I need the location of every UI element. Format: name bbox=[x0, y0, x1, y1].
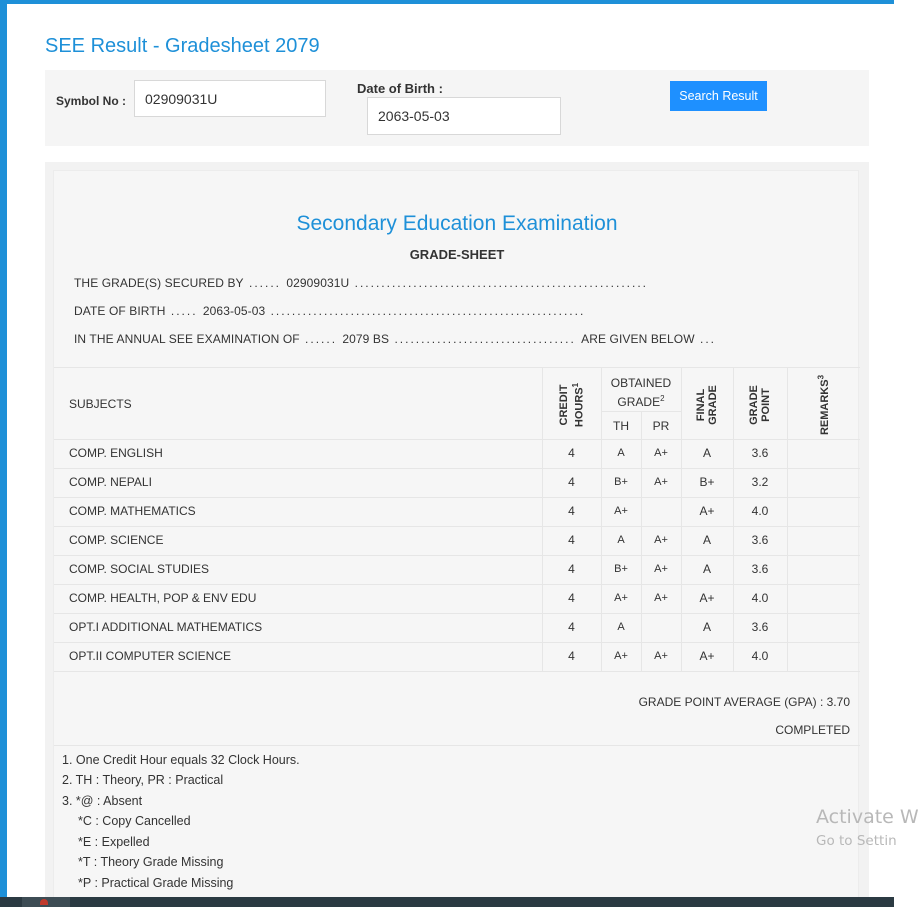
grade-point-cell: 3.6 bbox=[751, 533, 769, 547]
left-accent-bar bbox=[0, 0, 7, 907]
subject-cell: COMP. SOCIAL STUDIES bbox=[69, 562, 210, 576]
grade-point-cell: 4.0 bbox=[751, 504, 769, 518]
remarks-cell bbox=[787, 555, 860, 584]
exam-title: Secondary Education Examination bbox=[296, 212, 618, 235]
dob-label: Date of Birth : bbox=[357, 81, 443, 96]
footnote-3e: *E : Expelled bbox=[78, 835, 150, 849]
header-credit-hours: CREDIT HOURS$^1$ bbox=[558, 382, 586, 428]
final-grade-cell: A+ bbox=[699, 649, 715, 663]
header-obtained-grade: OBTAINED GRADE$^2$ bbox=[610, 376, 672, 409]
th-cell: A bbox=[617, 447, 625, 459]
credit-cell: 4 bbox=[568, 649, 575, 663]
credit-cell: 4 bbox=[568, 620, 575, 634]
footnote-2: 2. TH : Theory, PR : Practical bbox=[62, 773, 224, 787]
grade-point-cell: 3.6 bbox=[751, 620, 769, 634]
pr-cell: A+ bbox=[654, 650, 668, 662]
header-subjects: SUBJECTS bbox=[69, 397, 132, 411]
remarks-cell bbox=[787, 468, 860, 497]
activate-windows-title: Activate W bbox=[816, 806, 919, 828]
final-grade-cell: A+ bbox=[699, 504, 715, 518]
gpa-text: GRADE POINT AVERAGE (GPA) : 3.70 bbox=[638, 695, 850, 709]
footnote-3c: *C : Copy Cancelled bbox=[78, 814, 191, 828]
dob-value: 2063-05-03 bbox=[202, 304, 266, 318]
pr-cell bbox=[641, 497, 681, 526]
th-cell: B+ bbox=[614, 476, 628, 488]
remarks-cell bbox=[787, 526, 860, 555]
page-title: SEE Result - Gradesheet 2079 bbox=[45, 35, 320, 57]
final-grade-cell: A bbox=[702, 620, 711, 634]
table-row bbox=[54, 526, 860, 555]
symbol-no-label: Symbol No : bbox=[56, 94, 127, 108]
pr-cell: A+ bbox=[654, 563, 668, 575]
subject-cell: COMP. NEPALI bbox=[69, 475, 152, 489]
credit-cell: 4 bbox=[568, 504, 575, 518]
grade-point-cell: 3.6 bbox=[751, 446, 769, 460]
grade-point-cell: 4.0 bbox=[751, 591, 769, 605]
remarks-cell bbox=[787, 584, 860, 613]
th-cell: A+ bbox=[614, 592, 628, 604]
pr-cell: A+ bbox=[654, 447, 668, 459]
final-grade-cell: A+ bbox=[699, 591, 715, 605]
header-pr: PR bbox=[652, 419, 670, 433]
footnote-1: 1. One Credit Hour equals 32 Clock Hours. bbox=[62, 753, 300, 767]
footnote-3t: *T : Theory Grade Missing bbox=[78, 855, 224, 869]
subject-cell: COMP. MATHEMATICS bbox=[69, 504, 196, 518]
exam-line: IN THE ANNUAL SEE EXAMINATION OF ...... 2079 BS .................................. ARE GIVEN BELOW ... bbox=[74, 332, 717, 346]
gradesheet bbox=[53, 170, 859, 907]
remarks-cell bbox=[787, 439, 860, 468]
header-final-grade: FINAL GRADE bbox=[695, 385, 719, 425]
subject-cell: COMP. SCIENCE bbox=[69, 533, 164, 547]
credit-cell: 4 bbox=[568, 446, 575, 460]
dob-input[interactable] bbox=[367, 97, 561, 135]
exam-value: 2079 BS bbox=[342, 332, 390, 346]
remarks-cell bbox=[787, 613, 860, 642]
table-row bbox=[54, 555, 860, 584]
header-remarks: REMARKS$^3$ bbox=[816, 374, 832, 436]
dob-line: DATE OF BIRTH ..... 2063-05-03 ........................................................... bbox=[74, 304, 586, 318]
secured-by-line: THE GRADE(S) SECURED BY ...... 02909031U ....................................................... bbox=[74, 276, 648, 290]
table-row bbox=[54, 497, 860, 526]
secured-by-value: 02909031U bbox=[286, 276, 350, 290]
status-text: COMPLETED bbox=[775, 723, 850, 737]
taskbar bbox=[0, 897, 894, 907]
top-accent-bar bbox=[0, 0, 894, 4]
th-cell: A bbox=[617, 534, 625, 546]
taskbar-app-icon bbox=[40, 899, 48, 905]
footnote-3: 3. *@ : Absent bbox=[62, 794, 143, 808]
grade-point-cell: 3.2 bbox=[751, 475, 769, 489]
header-grade-point: GRADE POINT bbox=[748, 385, 772, 425]
remarks-cell bbox=[787, 642, 860, 671]
header-th: TH bbox=[613, 419, 629, 433]
pr-cell bbox=[641, 613, 681, 642]
pr-cell: A+ bbox=[654, 476, 668, 488]
remarks-cell bbox=[787, 497, 860, 526]
activate-windows-subtitle: Go to Settin bbox=[816, 833, 897, 849]
subject-cell: COMP. HEALTH, POP & ENV EDU bbox=[69, 591, 257, 605]
credit-cell: 4 bbox=[568, 533, 575, 547]
th-cell: A+ bbox=[614, 505, 628, 517]
table-row bbox=[54, 584, 860, 613]
grade-point-cell: 4.0 bbox=[751, 649, 769, 663]
final-grade-cell: A bbox=[702, 562, 711, 576]
subject-cell: COMP. ENGLISH bbox=[69, 446, 163, 460]
pr-cell: A+ bbox=[654, 534, 668, 546]
final-grade-cell: A bbox=[702, 446, 711, 460]
result-container bbox=[45, 162, 869, 907]
pr-cell: A+ bbox=[654, 592, 668, 604]
table-row bbox=[54, 613, 860, 642]
table-row bbox=[54, 468, 860, 497]
grade-point-cell: 3.6 bbox=[751, 562, 769, 576]
credit-cell: 4 bbox=[568, 562, 575, 576]
credit-cell: 4 bbox=[568, 475, 575, 489]
final-grade-cell: A bbox=[702, 533, 711, 547]
credit-cell: 4 bbox=[568, 591, 575, 605]
table-row bbox=[54, 439, 860, 468]
search-panel bbox=[45, 70, 869, 146]
symbol-no-input[interactable] bbox=[134, 80, 326, 117]
subject-cell: OPT.II COMPUTER SCIENCE bbox=[69, 649, 232, 663]
th-cell: A bbox=[617, 621, 625, 633]
table-row bbox=[54, 642, 860, 671]
footnote-3p: *P : Practical Grade Missing bbox=[78, 876, 234, 890]
final-grade-cell: B+ bbox=[699, 475, 715, 489]
th-cell: B+ bbox=[614, 563, 628, 575]
search-result-button[interactable]: Search Result bbox=[670, 81, 767, 111]
gradesheet-title: GRADE-SHEET bbox=[409, 247, 505, 262]
subject-cell: OPT.I ADDITIONAL MATHEMATICS bbox=[69, 620, 263, 634]
th-cell: A+ bbox=[614, 650, 628, 662]
